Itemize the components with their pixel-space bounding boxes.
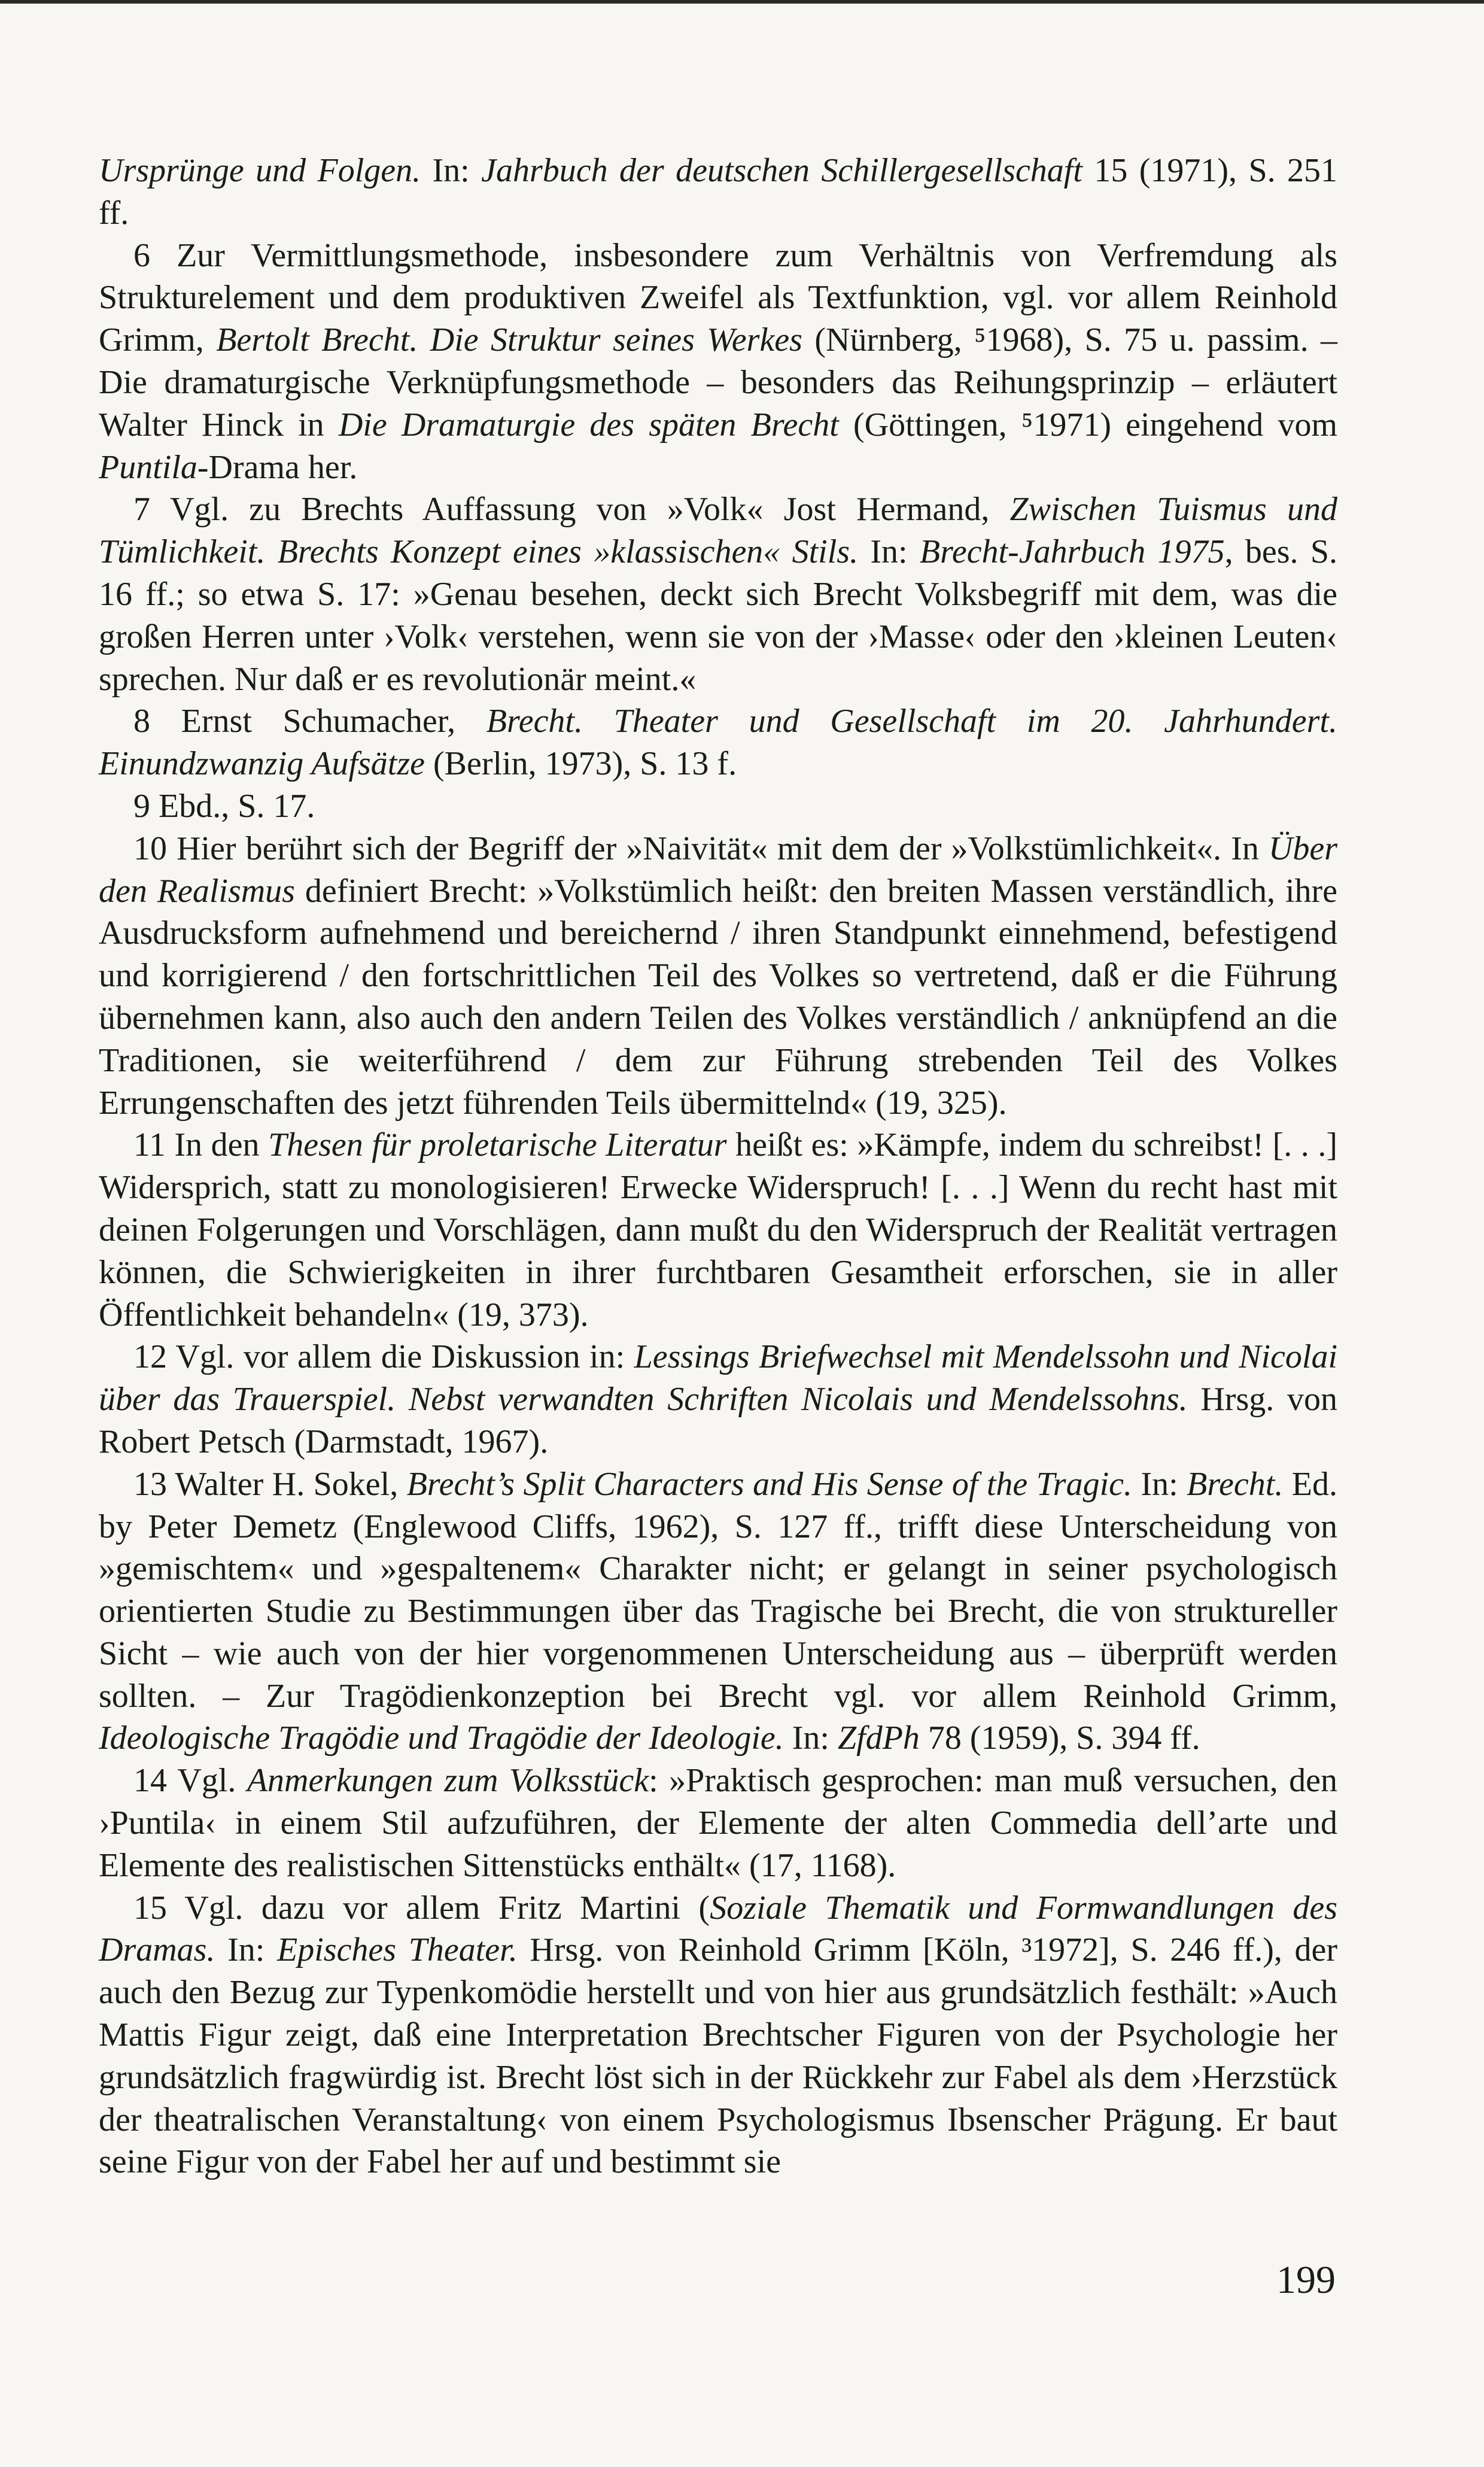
italic-title-run: Brecht-Jahrbuch 1975 xyxy=(919,533,1225,571)
text-run: In: xyxy=(783,1719,838,1757)
italic-title-run: Bertolt Brecht. Die Struktur seines Werkes xyxy=(216,321,802,359)
footnotes-block xyxy=(99,150,1337,2183)
text-run: 78 (1959), S. 394 ff. xyxy=(919,1719,1200,1757)
text-run: (Nürnberg, ⁵1968), S. 75 u. passim. – Die dramaturgische Verknüpfungsmethode – besonders das Reihungsprinzip – erläutert Walter Hinck in xyxy=(99,321,1338,443)
text-run: 13 Walter H. Sokel, xyxy=(133,1465,407,1503)
italic-title-run: Episches Theater. xyxy=(277,1931,518,1969)
text-run: -Drama her. xyxy=(197,448,358,486)
italic-title-run: Über den Realismus xyxy=(99,830,1337,910)
italic-title-run: Puntila xyxy=(99,448,197,486)
italic-title-run: Brecht’s Split Characters and His Sense of the Tragic. xyxy=(406,1465,1132,1503)
text-run: Hrsg. von Robert Petsch (Darmstadt, 1967). xyxy=(99,1381,1337,1460)
italic-title-run: Die Dramaturgie des späten Brecht xyxy=(338,406,839,443)
text-run: 11 In den xyxy=(133,1126,269,1164)
footnote-continuation xyxy=(99,150,1337,235)
text-run: 14 Vgl. xyxy=(133,1762,247,1800)
italic-title-run: Ursprünge und Folgen. xyxy=(99,152,421,189)
text-run: 12 Vgl. vor allem die Diskussion in: xyxy=(133,1338,634,1376)
text-run: Hrsg. von Reinhold Grimm [Köln, ³1972], S. 246 ff.), der auch den Bezug zur Typenkomödie herstellt und von hier aus grundsätzlich festhält: »Auch Mattis Figur zeigt, daß eine Interpretation Brechtscher Figuren von der Psychologie her grundsätzlich fragwürdig ist. Brecht löst sich in der Rückkehr zur Fabel als dem ›Herzstück der theatralischen Veranstaltung‹ von einem Psychologismus Ibsenscher Prägung. Er baut seine Figur von der Fabel her auf und bestimmt sie xyxy=(99,1931,1338,2181)
italic-title-run: Brecht. xyxy=(1187,1465,1284,1503)
footnote-6 xyxy=(99,235,1337,489)
text-run: In: xyxy=(1132,1465,1187,1503)
footnote-7 xyxy=(99,488,1337,700)
page-edge-rule xyxy=(0,0,1484,4)
italic-title-run: Lessings Briefwechsel mit Mendelssohn und Nicolai über das Trauerspiel. Nebst verwandten Schriften Nicolais und Mendelssohns. xyxy=(99,1338,1338,1418)
italic-title-run: Thesen für proletarische Literatur xyxy=(268,1126,727,1164)
italic-title-run: Soziale Thematik und Formwandlungen des Dramas. xyxy=(99,1889,1337,1969)
footnote-11 xyxy=(99,1124,1337,1336)
footnote-8 xyxy=(99,700,1337,785)
text-run: : »Praktisch gesprochen: man muß versuchen, den ›Puntila‹ in einem Stil aufzuführen, der Elemente der alten Commedia dell’arte und Elemente des realistischen Sittenstücks enthält« (17, 1168). xyxy=(99,1762,1337,1884)
text-run: Ed. by Peter Demetz (Englewood Cliffs, 1962), S. 127 ff., trifft diese Unterscheidung von »gemischtem« und »gespaltenem« Charakter nicht; er gelangt in seiner psychologisch orientierten Studie zu Bestimmungen über das Tragische bei Brecht, die von struktureller Sicht – wie auch von der hier vorgenommenen Unterscheidung aus – überprüft werden sollten. – Zur Tragödienkonzeption bei Brecht vgl. vor allem Reinhold Grimm, xyxy=(99,1465,1337,1715)
text-run: 15 (1971), S. 251 ff. xyxy=(99,152,1337,232)
italic-title-run: Brecht. Theater und Gesellschaft im 20. Jahrhundert. Einundzwanzig Aufsätze xyxy=(99,703,1337,783)
text-run: 15 Vgl. dazu vor allem Fritz Martini ( xyxy=(133,1889,710,1927)
italic-title-run: Anmerkungen zum Volksstück xyxy=(247,1762,649,1800)
italic-title-run: ZfdPh xyxy=(838,1719,920,1757)
footnote-9 xyxy=(99,785,1337,828)
text-run: 7 Vgl. zu Brechts Auffassung von »Volk« Jost Hermand, xyxy=(133,491,1010,528)
italic-title-run: Ideologische Tragödie und Tragödie der Ideologie. xyxy=(99,1719,784,1757)
footnote-12 xyxy=(99,1336,1337,1463)
text-run: 10 Hier berührt sich der Begriff der »Naivität« mit dem der »Volkstümlichkeit«. In xyxy=(133,830,1269,867)
footnote-10 xyxy=(99,828,1337,1125)
text-run: 6 Zur Vermittlungsmethode, insbesondere zum Verhältnis von Verfremdung als Strukturelement und dem produktiven Zweifel als Textfunktion, vgl. vor allem Reinhold Grimm, xyxy=(99,236,1337,359)
text-run: In: xyxy=(215,1931,278,1969)
text-run: (Göttingen, ⁵1971) eingehend vom xyxy=(838,406,1338,443)
page-number: 199 xyxy=(1276,2258,1336,2302)
text-run: In: xyxy=(421,152,482,189)
text-run: , bes. S. 16 ff.; so etwa S. 17: »Genau besehen, deckt sich Brecht Volksbegriff mit dem, was die großen Herren unter ›Volk‹ verstehen, wenn sie von der ›Masse‹ oder den ›kleinen Leuten‹ sprechen. Nur daß er es revolutionär meint.« xyxy=(99,533,1337,698)
text-run: heißt es: »Kämpfe, indem du schreibst! [. . .] Widersprich, statt zu monologisieren! Erwecke Widerspruch! [. . .] Wenn du recht hast mit deinen Folgerungen und Vorschlägen, dann mußt du den Widerspruch der Realität vertragen können, die Schwierigkeiten in ihrer furchtbaren Gesamtheit erforschen, sie in aller Öffentlichkeit behandeln« (19, 373). xyxy=(99,1126,1337,1333)
text-run: 9 Ebd., S. 17. xyxy=(133,787,315,825)
footnote-15 xyxy=(99,1887,1337,2184)
footnote-13 xyxy=(99,1463,1337,1760)
text-run: definiert Brecht: »Volkstümlich heißt: den breiten Massen verständlich, ihre Ausdrucksform aufnehmend und bereichernd / ihren Standpunkt einnehmend, befestigend und korrigierend / den fortschrittlichen Teil des Volkes so vertretend, daß er die Führung übernehmen kann, also auch den andern Teilen des Volkes verständlich / anknüpfend an die Traditionen, sie weiterführend / dem zur Führung strebenden Teil des Volkes Errungenschaften des jetzt führenden Teils übermittelnd« (19, 325). xyxy=(99,872,1337,1122)
italic-title-run: Zwischen Tuismus und Tümlichkeit. Brechts Konzept eines »klassischen« Stils. xyxy=(99,491,1337,571)
text-run: 8 Ernst Schumacher, xyxy=(133,703,486,740)
text-run: In: xyxy=(858,533,920,571)
footnote-14 xyxy=(99,1760,1337,1886)
italic-title-run: Jahrbuch der deutschen Schillergesellschaft xyxy=(481,152,1082,189)
text-run: (Berlin, 1973), S. 13 f. xyxy=(425,745,737,783)
